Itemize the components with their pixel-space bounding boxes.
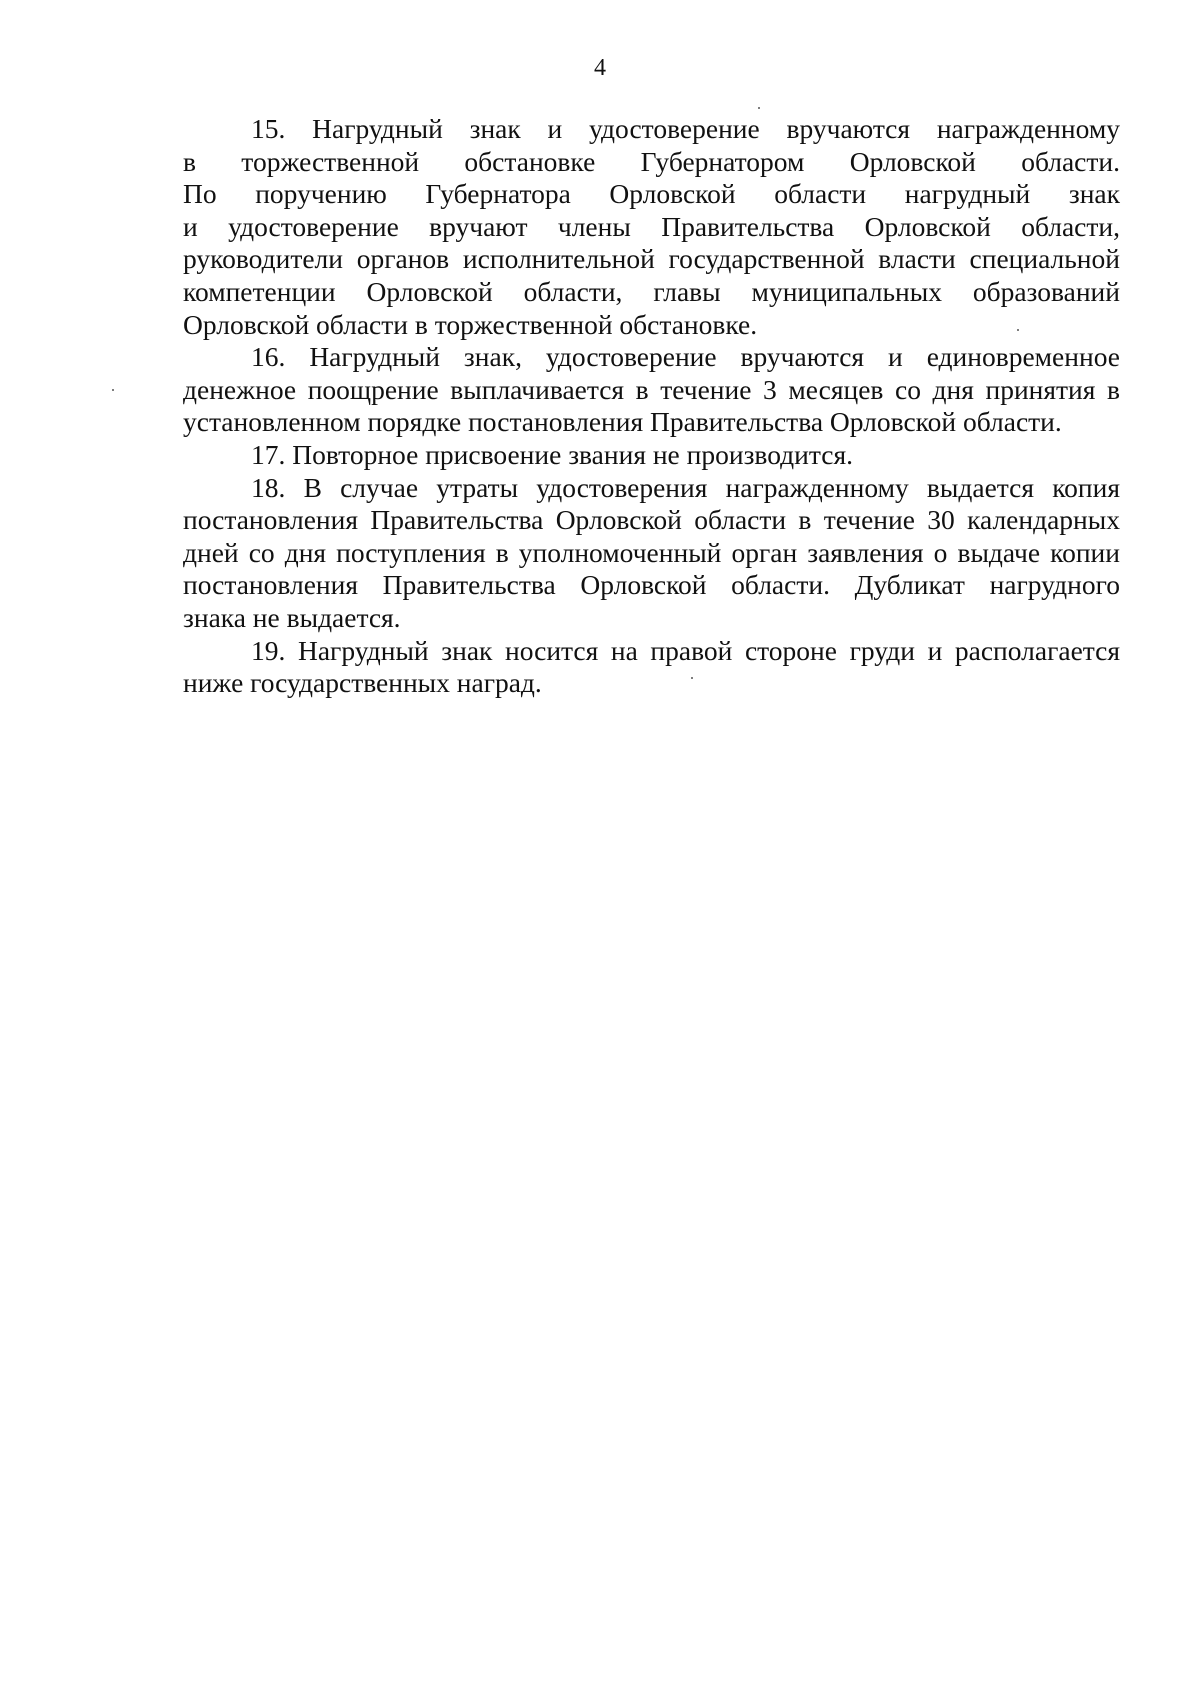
- text-line: постановления Правительства Орловской области. Дубликат нагрудного: [183, 569, 1120, 601]
- text-line: постановления Правительства Орловской области в течение 30 календарных: [183, 504, 1120, 536]
- text-line: По поручению Губернатора Орловской области нагрудный знак: [183, 178, 1120, 210]
- paragraph-17: [183, 439, 1120, 472]
- text-line: руководители органов исполнительной государственной власти специальной: [183, 243, 1120, 275]
- text-line: Орловской области в торжественной обстановке.: [183, 308, 758, 340]
- text-line: в торжественной обстановке Губернатором Орловской области.: [183, 145, 1120, 177]
- scan-speck: [112, 389, 114, 391]
- text-line: 19. Нагрудный знак носится на правой стороне груди и располагается: [251, 634, 1120, 666]
- text-line: установленном порядке постановления Правительства Орловской области.: [183, 406, 1062, 438]
- document-body: [183, 113, 1120, 700]
- page-number: 4: [594, 55, 606, 81]
- scan-speck: [691, 677, 693, 679]
- scan-speck: [1017, 329, 1019, 331]
- paragraph-16: [183, 341, 1120, 439]
- text-line: дней со дня поступления в уполномоченный орган заявления о выдаче копии: [183, 536, 1120, 568]
- text-line: денежное поощрение выплачивается в течение 3 месяцев со дня принятия в: [183, 373, 1120, 405]
- paragraph-19: [183, 635, 1120, 700]
- text-line: ниже государственных наград.: [183, 667, 542, 699]
- text-line: и удостоверение вручают члены Правительства Орловской области,: [183, 210, 1120, 242]
- paragraph-15: [183, 113, 1120, 341]
- text-line: 15. Нагрудный знак и удостоверение вручаются награжденному: [251, 113, 1120, 144]
- text-line: компетенции Орловской области, главы муниципальных образований: [183, 275, 1120, 307]
- text-line: 18. В случае утраты удостоверения награжденному выдается копия: [251, 471, 1120, 503]
- scan-speck: [758, 107, 760, 109]
- text-line: 17. Повторное присвоение звания не производится.: [251, 438, 853, 470]
- text-line: 16. Нагрудный знак, удостоверение вручаются и единовременное: [251, 341, 1120, 373]
- paragraph-18: [183, 472, 1120, 635]
- text-line: знака не выдается.: [183, 601, 401, 633]
